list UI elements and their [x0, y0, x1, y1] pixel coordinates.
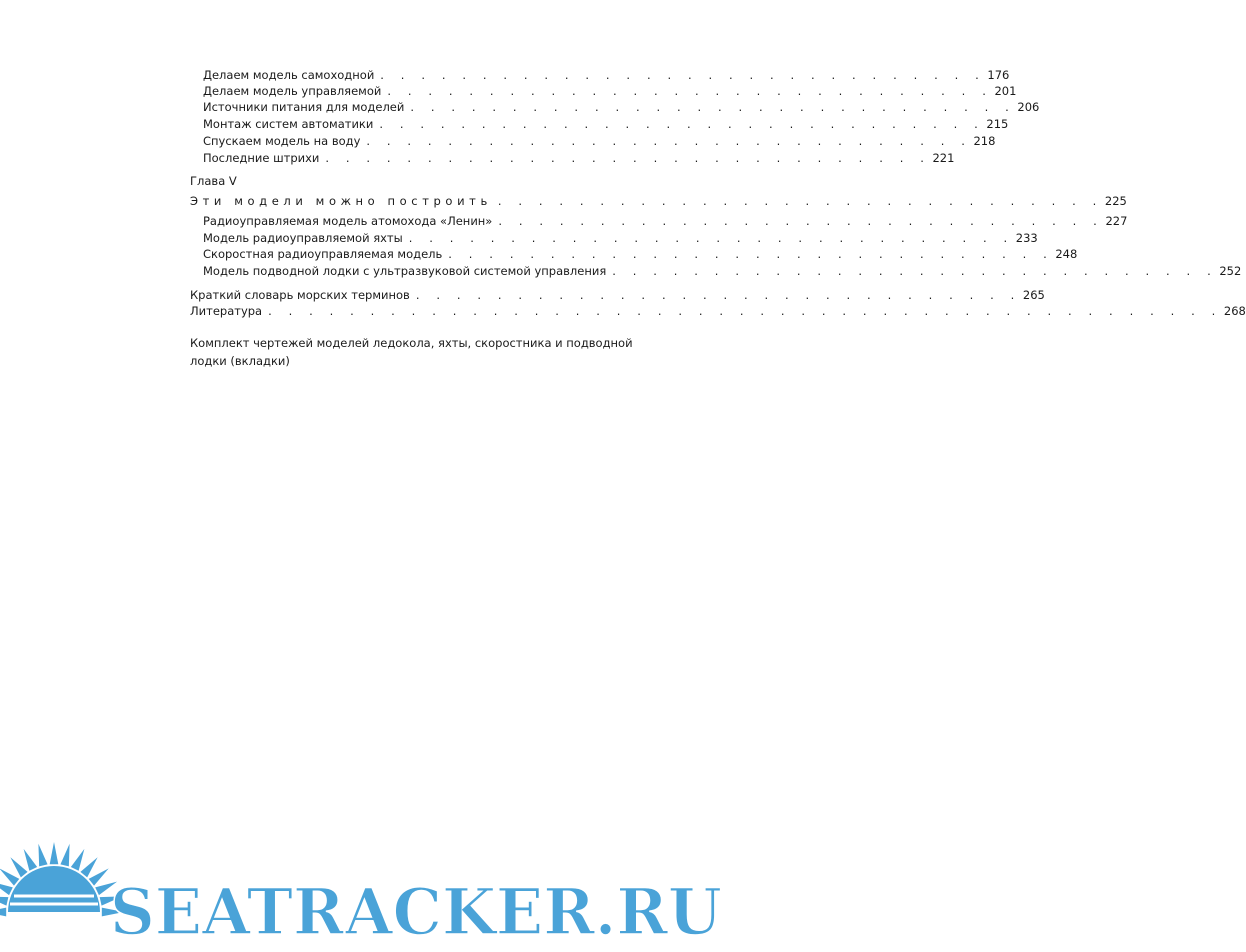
toc-entry-page: 252	[1219, 264, 1242, 278]
toc-leader: . . . . . . . . . . . . . . . . . . . . . . . . . . . . . .	[498, 214, 1104, 228]
toc-leader: . . . . . . . . . . . . . . . . . . . . . . . . . . . . . .	[415, 288, 1021, 302]
toc-leader: . . . . . . . . . . . . . . . . . . . . . . . . . . . . . .	[387, 84, 993, 98]
sun-ray	[89, 868, 109, 885]
toc-entry-page: 248	[1055, 247, 1078, 261]
sun-ray	[0, 882, 13, 896]
toc-leader: . . . . . . . . . . . . . . . . . . . . . . . . . . . . . .	[448, 247, 1054, 261]
sun-ray	[0, 908, 6, 917]
toc-entry-page: 218	[973, 134, 996, 148]
drawings-note: Комплект чертежей моделей ледокола, яхты, скоростника и подводной лодки (вкладки)	[190, 336, 633, 368]
toc-leader: . . . . . . . . . . . . . . . . . . . . . . . . . . . . . . . . . . . . . . . . . . . . . . .	[268, 304, 1222, 318]
toc-entry-title: Спускаем модель на воду	[203, 134, 361, 148]
toc-entry[interactable]	[190, 99, 1040, 115]
toc-entry-title: Последние штрихи	[203, 151, 320, 165]
watermark-text: SEATRACKER.RU	[110, 875, 722, 950]
sun-ray	[71, 849, 85, 871]
toc-entry[interactable]	[190, 213, 1128, 229]
toc-leader: . . . . . . . . . . . . . . . . . . . . . . . . . . . . . .	[379, 117, 985, 131]
toc-leader: . . . . . . . . . . . . . . . . . . . . . . . . . . . . . .	[497, 194, 1103, 208]
toc-entry-page: 227	[1105, 214, 1128, 228]
toc-entry[interactable]	[190, 116, 1009, 132]
toc-leader: . . . . . . . . . . . . . . . . . . . . . . . . . . . . . .	[410, 100, 1016, 114]
toc-entry-title: Источники питания для моделей	[203, 100, 405, 114]
chapter-title-entry[interactable]	[190, 193, 1127, 209]
sun-ray	[50, 842, 59, 864]
toc-entry[interactable]	[190, 287, 1045, 303]
sun-ray	[10, 857, 27, 877]
sun-ray	[0, 896, 8, 905]
toc-entry[interactable]	[190, 133, 996, 149]
toc-entry[interactable]	[190, 263, 1242, 279]
toc-entry[interactable]	[190, 150, 955, 166]
toc-entry-page: 176	[987, 68, 1010, 82]
toc-leader: . . . . . . . . . . . . . . . . . . . . . . . . . . . . . .	[612, 264, 1218, 278]
chapter-label: Глава V	[190, 174, 237, 188]
toc-entry[interactable]	[190, 246, 1078, 262]
toc-entry-title: Радиоуправляемая модель атомохода «Ленин»	[203, 214, 493, 228]
toc-entry[interactable]	[190, 83, 1017, 99]
toc-entry-page: 233	[1015, 231, 1038, 245]
toc-entry-page: 225	[1104, 194, 1127, 208]
toc-leader: . . . . . . . . . . . . . . . . . . . . . . . . . . . . . .	[380, 68, 986, 82]
toc-entry-page: 265	[1022, 288, 1045, 302]
toc-entry-title: Литература	[190, 304, 263, 318]
watermark-logo	[0, 842, 735, 952]
toc-entry-title: Делаем модель самоходной	[203, 68, 375, 82]
toc-entry[interactable]	[190, 303, 1246, 319]
sun-ray	[80, 857, 97, 877]
sun-ray	[38, 844, 47, 867]
sun-ray	[60, 844, 69, 867]
sun-icon	[0, 842, 124, 916]
toc-entry-title: Модель подводной лодки с ультразвуковой системой управления	[203, 264, 607, 278]
toc-entry-page: 206	[1017, 100, 1040, 114]
toc-leader: . . . . . . . . . . . . . . . . . . . . . . . . . . . . . .	[408, 231, 1014, 245]
toc-entry-title: Скоростная радиоуправляемая модель	[203, 247, 443, 261]
toc-entry-title: Монтаж систем автоматики	[203, 117, 374, 131]
toc-entry-page: 201	[994, 84, 1017, 98]
toc-entry-title: Делаем модель управляемой	[203, 84, 382, 98]
toc-entry-page: 268	[1223, 304, 1246, 318]
toc-entry[interactable]	[190, 67, 1010, 83]
toc-entry[interactable]	[190, 230, 1038, 246]
sun-ray	[24, 849, 38, 871]
toc-entry-page: 221	[932, 151, 955, 165]
toc-leader: . . . . . . . . . . . . . . . . . . . . . . . . . . . . . .	[366, 134, 972, 148]
toc-entry-title: Краткий словарь морских терминов	[190, 288, 410, 302]
sun-ray	[0, 868, 19, 885]
chapter-title: Эти модели можно построить	[190, 194, 492, 208]
toc-entry-title: Модель радиоуправляемой яхты	[203, 231, 403, 245]
toc-entry-page: 215	[986, 117, 1009, 131]
toc-leader: . . . . . . . . . . . . . . . . . . . . . . . . . . . . . .	[325, 151, 931, 165]
